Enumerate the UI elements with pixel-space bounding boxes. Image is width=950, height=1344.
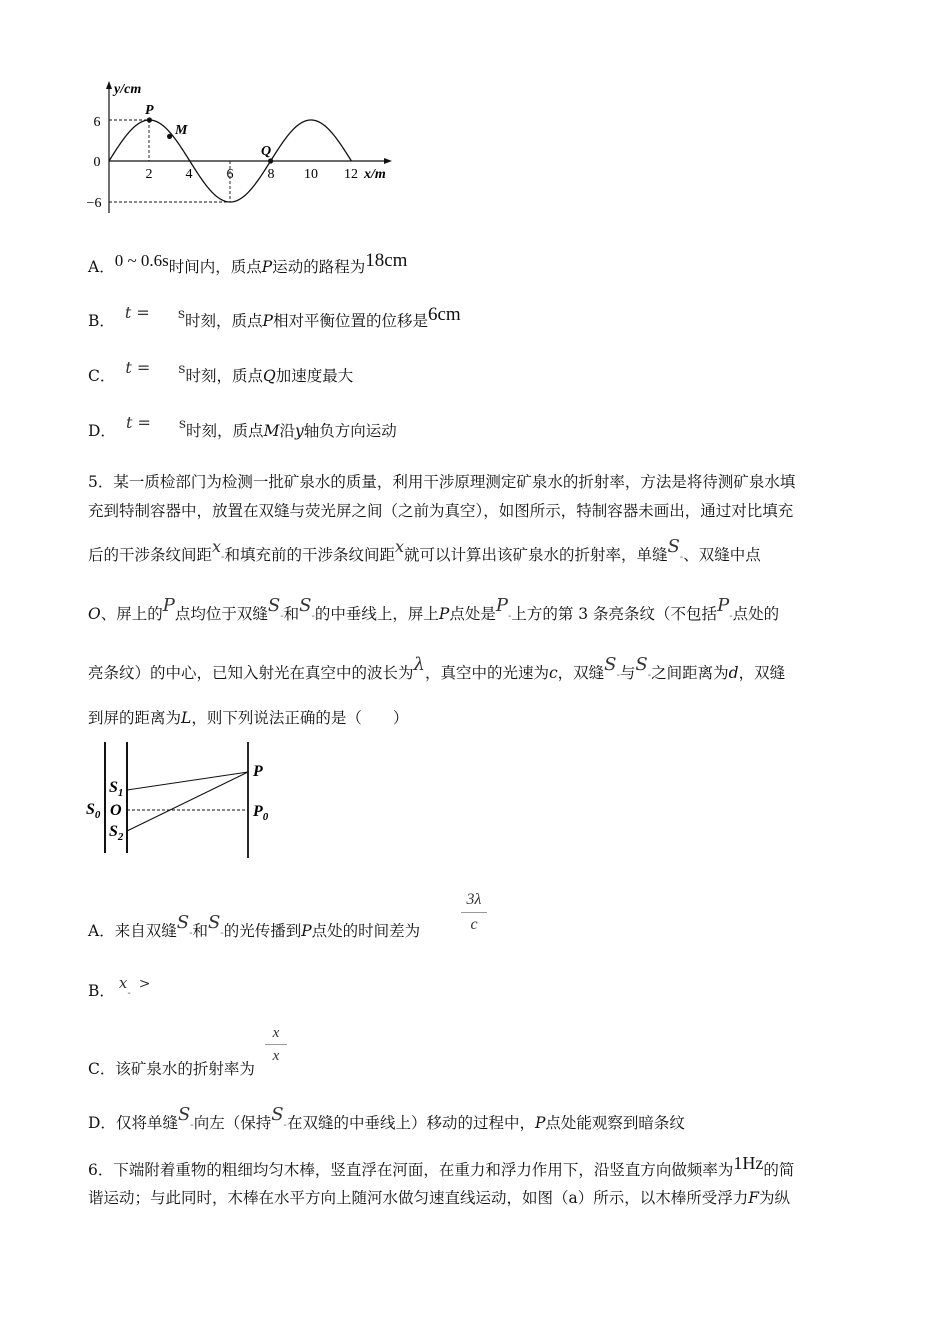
q5-option-c[interactable] (88, 1058, 255, 1080)
q5-option-b[interactable]: B． x-> (88, 974, 151, 1000)
s0-label: $S_0$ (86, 801, 101, 821)
q5-line-4: O、屏上的P点均位于双缝S-和S-的中垂线上，屏上P点处是P-上方的第 3 条亮条纹（不包括P-点处的 (88, 595, 780, 623)
option-letter: A． (88, 258, 115, 276)
point-var: P (262, 312, 273, 330)
q6-line-1 (88, 1153, 858, 1181)
point-p0-var: P (495, 595, 508, 616)
p0-label: $P_0$ (253, 803, 269, 823)
axis-var: y (294, 422, 304, 440)
point-var: Q (263, 367, 276, 385)
option-text: 来自双缝 (114, 922, 177, 940)
option-text: 时刻，质点 (185, 312, 263, 330)
slit-distance-var: d (728, 664, 739, 682)
wave-graph (80, 78, 400, 223)
point-m-dot (167, 134, 172, 139)
point-o-var: O (88, 605, 101, 623)
frequency-math: 1Hz (733, 1153, 764, 1173)
q4-option-d[interactable] (88, 413, 397, 443)
option-text: 点处的时间差为 (311, 922, 421, 940)
seconds-unit: s (178, 416, 187, 432)
slit-s1-var: S (176, 912, 190, 933)
text: 亮条纹）的中心，已知入射光在真空中的波长为 (88, 664, 414, 682)
option-letter: B． (88, 312, 115, 330)
q5-option-a[interactable]: A．来自双缝S-和S-的光传播到P点处的时间差为 (88, 912, 421, 940)
x-tick-8: 8 (267, 167, 275, 182)
y-tick-0: 0 (93, 155, 101, 170)
text: 后的干涉条纹间距 (88, 546, 213, 564)
option-letter: D． (88, 1114, 116, 1132)
q4-option-a[interactable] (88, 250, 408, 278)
point-p0-var: P (717, 595, 730, 616)
text: 、屏上的 (100, 605, 163, 623)
s2-label: $S_2$ (109, 823, 124, 843)
point-p-label: P (145, 103, 154, 118)
q5-line-5: 亮条纹）的中心，已知入射光在真空中的波长为λ，真空中的光速为c，双缝S-与S-之间距离为d，双缝 (88, 654, 786, 682)
option-text: 运动的路程为 (272, 258, 366, 276)
wavelength-var: λ (413, 654, 425, 675)
option-text: 在双缝的中垂线上）移动的过程中， (286, 1114, 535, 1132)
t-equals-math: t = (125, 358, 151, 377)
option-text: 加速度最大 (275, 367, 354, 385)
point-p-dot (147, 117, 152, 122)
text: ，双缝 (738, 664, 786, 682)
option-text: 时刻，质点 (186, 422, 264, 440)
seconds-unit: s (178, 361, 186, 377)
x-axis-arrow (384, 158, 392, 164)
text: 谐运动；与此同时，木棒在水平方向上随河水做匀速直线运动，如图（a）所示，以木棒所受浮力 (88, 1189, 749, 1207)
text: 点均位于双缝 (174, 605, 268, 623)
fraction-denominator: x (272, 1048, 280, 1064)
time-range-math: 0 ~ 0.6s (114, 251, 169, 270)
displacement-math: 6cm (427, 304, 461, 325)
text: 上方的第 3 条亮条纹（不包括 (511, 605, 718, 623)
q5-line-3: 后的干涉条纹间距x-和填充前的干涉条纹间距x就可以计算出该矿泉水的折射率，单缝S-、双缝中点 (88, 536, 761, 564)
t-equals-math: t = (125, 413, 151, 432)
fraction-bar (461, 912, 487, 913)
text: ，真空中的光速为 (424, 664, 549, 682)
option-text: 时间内，质点 (168, 258, 262, 276)
seconds-unit: s (177, 306, 185, 322)
option-text: 该矿泉水的折射率为 (115, 1060, 255, 1078)
option-text: 向左（保持 (193, 1114, 272, 1132)
point-m-label: M (175, 123, 188, 138)
double-slit-diagram (84, 740, 284, 860)
option-text: 轴负方向运动 (303, 422, 397, 440)
option-text: 时刻，质点 (185, 367, 263, 385)
fraction-bar (265, 1044, 287, 1045)
text: 的中垂线上，屏上 (314, 605, 439, 623)
option-text: 和 (192, 922, 208, 940)
single-slit-var: S (271, 1104, 284, 1125)
y-axis-arrow (106, 81, 112, 89)
fraction-numerator: 3λ (466, 891, 482, 908)
q5-line-6 (88, 707, 858, 729)
x-tick-6: 6 (226, 167, 234, 182)
y-tick-neg6: −6 (86, 196, 102, 211)
slit-s2-var: S (299, 595, 312, 616)
point-q-label: Q (261, 144, 272, 159)
point-var: M (263, 422, 280, 440)
slit-s1-var: S (604, 654, 617, 675)
x-tick-4: 4 (185, 167, 193, 182)
option-text: 相对平衡位置的位移是 (272, 312, 428, 330)
fraction-numerator: x (272, 1025, 280, 1041)
text: 就可以计算出该矿泉水的折射率，单缝 (403, 546, 668, 564)
buoyancy-var: F (748, 1189, 760, 1207)
point-var: P (301, 922, 312, 940)
refractive-index-fraction (265, 1024, 287, 1065)
fringe-spacing-after-var: x (212, 537, 222, 556)
text: 与 (619, 664, 636, 682)
option-letter: A． (88, 922, 115, 940)
q4-option-b[interactable] (88, 303, 461, 333)
text: 和 (283, 605, 300, 623)
single-slit-var: S (667, 536, 680, 557)
o-label: O (110, 802, 122, 819)
p-label: P (253, 763, 263, 780)
text: 6．下端附着重物的粗细均匀木棒，竖直浮在河面，在重力和浮力作用下，沿竖直方向做频率为 (88, 1161, 734, 1179)
fringe-spacing-before-var: x (394, 537, 404, 556)
text: 为纵 (759, 1189, 791, 1207)
option-text: 的光传播到 (223, 922, 302, 940)
y-axis-label: y/cm (114, 82, 142, 97)
q5-line-1: 5．某一质检部门为检测一批矿泉水的质量，利用干涉原理测定矿泉水的折射率，方法是将待测矿泉水填 (88, 473, 796, 491)
text: 之间距离为 (651, 664, 729, 682)
option-text: 沿 (279, 422, 295, 440)
time-difference-fraction (461, 890, 487, 935)
q5-option-d[interactable]: D．仅将单缝S-向左（保持S-在双缝的中垂线上）移动的过程中，P点处能观察到暗条纹 (88, 1104, 685, 1132)
text: ，则下列说法正确的是（ ） (191, 709, 409, 727)
slit-s1-var: S (267, 595, 281, 616)
fraction-denominator: c (470, 916, 478, 933)
q5-line-2: 充到特制容器中，放置在双缝与荧光屏之间（之前为真空），如图所示，特制容器未画出，通过对比填充 (88, 502, 794, 520)
option-letter: C． (88, 1060, 116, 1078)
point-p-var: P (438, 605, 450, 623)
option-letter: C． (88, 367, 116, 385)
text: 、双缝中点 (683, 546, 761, 564)
point-var: P (261, 258, 273, 276)
option-text: 点处能观察到暗条纹 (545, 1114, 685, 1132)
fringe-spacing-var: x (118, 974, 128, 992)
text: 和填充前的干涉条纹间距 (224, 546, 395, 564)
t-equals-math: t = (124, 303, 150, 322)
point-q-dot (268, 158, 273, 163)
q4-option-c[interactable] (88, 358, 354, 388)
option-letter: D． (88, 422, 116, 440)
text: 点处是 (449, 605, 496, 623)
text: 的简 (763, 1161, 795, 1179)
slit-s2-var: S (635, 654, 648, 675)
screen-distance-var: L (181, 709, 192, 727)
point-p-var: P (162, 595, 175, 616)
light-speed-var: c (548, 664, 558, 682)
x-tick-12: 12 (344, 167, 358, 182)
x-tick-2: 2 (145, 167, 153, 182)
x-tick-10: 10 (304, 167, 318, 182)
y-tick-6: 6 (93, 115, 101, 130)
slit-s2-var: S (207, 912, 221, 933)
s1-label: $S_1$ (109, 779, 124, 799)
option-letter: B． (88, 982, 115, 1000)
option-text: 仅将单缝 (115, 1114, 178, 1132)
text: 到屏的距离为 (88, 709, 182, 727)
text: 点处的 (732, 605, 780, 623)
greater-than-sign: > (138, 976, 151, 992)
single-slit-var: S (177, 1104, 191, 1125)
distance-math: 18cm (365, 250, 408, 271)
text: ，双缝 (557, 664, 605, 682)
point-var: P (534, 1114, 546, 1132)
q6-line-2 (88, 1187, 858, 1209)
x-axis-label: x/m (364, 167, 386, 182)
